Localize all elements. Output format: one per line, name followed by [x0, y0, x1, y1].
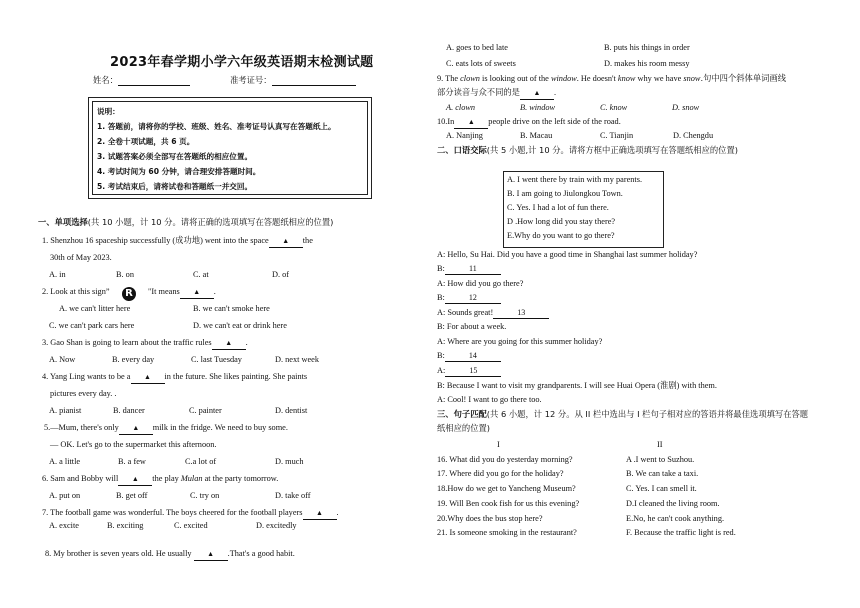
q4-stem [42, 371, 307, 384]
q1-stem-line2: 30th of May 2023. [50, 253, 112, 262]
q6-text-mid: the play [152, 474, 179, 483]
dialog-line [437, 292, 501, 304]
instruction-item: 5. 考试结束后，请将试卷和答题纸一并交回。 [97, 182, 253, 191]
q10-answer-blank[interactable] [454, 116, 488, 129]
section2-heading-bold: 二、口语交际 [437, 145, 487, 155]
q6-option: A. put on [49, 491, 81, 500]
dialog-line: A: How did you go there? [437, 279, 524, 288]
q2-text-end: . [213, 287, 216, 296]
section2-heading-rest: (共 5 小题,计 10 分。请将方框中正确选项填写在答题纸相应的位置) [486, 145, 739, 155]
q3-option: A. Now [49, 355, 76, 364]
q5-stem [44, 422, 288, 435]
dialog-line [437, 263, 501, 275]
q2-stem [42, 286, 110, 297]
dialog-answer-blank-14[interactable]: 14 [445, 350, 501, 362]
q1-text: 1. Shenzhou 16 spaceship successfully (成功地) went into the space [42, 236, 269, 245]
q4-option: D. dentist [275, 406, 308, 415]
q10-stem [437, 116, 621, 129]
section1-heading [38, 217, 333, 228]
instructions-heading: 说明： [97, 107, 120, 116]
dialog-line: A: Hello, Su Hai. Did you have a good time in Shanghai last summer holiday? [437, 250, 698, 259]
q9-text-c: . He doesn't [576, 74, 616, 83]
dialog-line [437, 350, 501, 362]
q1-option: A. in [49, 270, 66, 279]
triangle-icon: ▲ [193, 288, 201, 296]
q7-stem [42, 507, 339, 520]
column-header-ii: II [657, 440, 663, 449]
q9-option-text: B. window [520, 103, 556, 112]
triangle-icon: ▲ [131, 475, 139, 483]
q9-text-b: is looking out of the [482, 74, 549, 83]
triangle-icon: ▲ [282, 237, 290, 245]
triangle-icon: ▲ [316, 509, 323, 517]
q6-option: D. take off [275, 491, 311, 500]
name-label-text: 姓名： [93, 75, 118, 85]
q10-text-end: people drive on the left side of the road. [488, 117, 621, 126]
exam-title: 2023年春学期小学六年级英语期末检测试题 [110, 55, 374, 70]
registered-sign-icon [122, 283, 136, 301]
q5-option: A. a little [49, 457, 81, 466]
q2-option: A. we can't litter here [59, 304, 131, 313]
q6-stem [42, 473, 278, 486]
q9-option [600, 102, 627, 113]
dialog-answer-blank-12[interactable]: 12 [445, 292, 501, 304]
q9-answer-blank[interactable] [520, 87, 554, 100]
triangle-icon: ▲ [207, 550, 215, 558]
q10-option: D. Chengdu [673, 131, 714, 140]
dialog-option: B. I am going to Jiulongkou Town. [507, 189, 623, 198]
registered-sign-letter: R [122, 287, 136, 301]
match-question: 18.How do we get to Yancheng Museum? [437, 484, 576, 493]
q8-text: 8. My brother is seven years old. He usually [45, 549, 192, 558]
dialog-line [437, 307, 549, 319]
match-question: 20.Why does the bus stop here? [437, 514, 543, 523]
match-answer: E.No, he can't cook anything. [626, 514, 725, 523]
match-question: 21. Is someone smoking in the restaurant? [437, 528, 577, 537]
match-answer: C. Yes. I can smell it. [626, 484, 697, 493]
dialog-speaker: B: [437, 351, 445, 360]
section1-heading-rest: (共 10 小题，计 10 分。请将正确的选项填写在答题纸相应的位置) [87, 217, 334, 227]
match-answer: D.I cleaned the living room. [626, 499, 720, 508]
q7-answer-blank[interactable] [303, 507, 337, 520]
q2-stem-end [148, 286, 216, 299]
q3-text: 3. Gao Shan is going to learn about the traffic rules [42, 338, 212, 347]
q10-option: A. Nanjing [446, 131, 483, 140]
dialog-line [437, 365, 501, 377]
q1-answer-blank[interactable] [269, 235, 303, 248]
q6-text-end: at the party tomorrow. [204, 474, 279, 483]
section3-heading [437, 409, 808, 420]
dialog-line: A: Cool! I want to go there too. [437, 395, 542, 404]
q8-option: D. makes his room messy [604, 59, 690, 68]
q3-answer-blank[interactable] [212, 337, 246, 350]
dialog-option: A. I went there by train with my parents. [507, 175, 643, 184]
q3-option: D. next week [275, 355, 320, 364]
q9-word-know: know [617, 74, 636, 83]
q1-stem [42, 235, 313, 248]
triangle-icon: ▲ [225, 339, 233, 347]
q8-option: C. eats lots of sweets [446, 59, 516, 68]
section3-heading-rest: (共 6 小题，计 12 分。从 II 栏中选出与 I 栏句子相对应的答语并将最佳选项填写在答题 [486, 409, 809, 419]
q10-option: B. Macau [520, 131, 553, 140]
q5-text: 5.—Mum, there's only [44, 423, 119, 432]
q7-text: 7. The football game was wonderful. The boys cheered for the football players [42, 508, 303, 517]
instruction-item: 1. 答题前，请将你的学校、班级、姓名、准考证号认真写在答题纸上。 [97, 122, 336, 131]
instructions-box [88, 97, 372, 199]
q4-option: B. dancer [113, 406, 145, 415]
q6-option: B. get off [116, 491, 148, 500]
q3-option: B. every day [112, 355, 155, 364]
q4-stem-line2: pictures every day. . [50, 389, 117, 398]
q1-text-end: the [302, 236, 313, 245]
q4-option: A. pianist [49, 406, 82, 415]
dialog-speaker: B: [437, 293, 445, 302]
q5-option: C.a lot of [185, 457, 217, 466]
name-label [93, 75, 190, 86]
q5-answer-blank[interactable] [119, 422, 153, 435]
q2-text: 2. Look at this sign” [42, 287, 110, 296]
q9-option-text: C. know [600, 103, 628, 112]
q7-option: B. exciting [107, 521, 144, 530]
q6-play-title: Mulan [180, 474, 203, 483]
dialog-answer-blank-11[interactable]: 11 [445, 263, 501, 275]
q5-option: D. much [275, 457, 304, 466]
q2-answer-blank[interactable] [180, 286, 214, 299]
instruction-item: 2. 全卷十项试题，共 6 页。 [97, 137, 195, 146]
q10-text: 10.In [437, 117, 455, 126]
q5-stem-line2: — OK. Let's go to the supermarket this afternoon. [50, 440, 217, 449]
match-answer: B. We can take a taxi. [626, 469, 699, 478]
q6-text: 6. Sam and Bobby will [42, 474, 119, 483]
section2-heading [437, 145, 738, 156]
triangle-icon: ▲ [132, 424, 140, 432]
q9-option [672, 102, 699, 113]
ticket-label-text: 准考证号： [230, 75, 272, 85]
q9-text: 9. The [437, 74, 459, 83]
q9-text-e: .句中四个斜体单词画线 [700, 73, 787, 83]
q9-option-text: D. snow [672, 103, 700, 112]
triangle-icon: ▲ [467, 118, 475, 126]
q7-option: A. excite [49, 521, 79, 530]
q9-word-clown: clown [460, 74, 480, 83]
name-blank[interactable] [118, 76, 190, 86]
match-question: 17. Where did you go for the holiday? [437, 469, 564, 478]
match-question: 19. Will Ben cook fish for us this evening? [437, 499, 580, 508]
q6-option: C. try on [190, 491, 220, 500]
q9-line2-text: 部分读音与众不同的是 [437, 87, 520, 97]
dialog-speaker: A: [437, 366, 446, 375]
q8-stem [45, 548, 295, 561]
q2-text-mid: "It means [148, 287, 180, 296]
q3-option: C. last Tuesday [191, 355, 242, 364]
q1-option: C. at [193, 270, 209, 279]
ticket-blank[interactable] [272, 76, 356, 86]
dialog-speaker: B: [437, 264, 445, 273]
match-question: 16. What did you do yesterday morning? [437, 455, 573, 464]
q1-option: B. on [116, 270, 134, 279]
q4-option: C. painter [189, 406, 222, 415]
q8-option: B. puts his things in order [604, 43, 690, 52]
instruction-item: 3. 试题答案必须全部写在答题纸的相应位置。 [97, 152, 253, 161]
q5-option: B. a few [118, 457, 146, 466]
dialog-answer-blank-13[interactable]: 13 [493, 307, 549, 319]
dialog-option: C. Yes. I had a lot of fun there. [507, 203, 609, 212]
dialog-option: D .How long did you stay there? [507, 217, 616, 226]
q4-text: 4. Yang Ling wants to be a [42, 372, 131, 381]
q9-stem [437, 73, 786, 84]
q9-text-d: why we have [637, 74, 682, 83]
ticket-label [230, 75, 356, 86]
q9-option-text: A. clown [446, 103, 476, 112]
dialog-line: B: Because I want to visit my grandparents. I will see Huai Opera (淮剧) with them. [437, 381, 717, 390]
match-answer: F. Because the traffic light is red. [626, 528, 736, 537]
q9-stem-line2: 部分读音与众不同的是 ▲ . [437, 87, 556, 100]
q5-text-end: milk in the fridge. We need to buy some. [152, 423, 288, 432]
dialog-option: E.Why do you want to go there? [507, 231, 615, 240]
section3-heading-bold: 三、句子匹配 [437, 409, 487, 419]
q10-option: C. Tianjin [600, 131, 634, 140]
q8-text-end: .That's a good habit. [227, 549, 295, 558]
q3-text-end: . [245, 338, 248, 347]
q9-option [520, 102, 555, 113]
q2-option: B. we can't smoke here [193, 304, 270, 313]
q2-option: D. we can't eat or drink here [193, 321, 287, 330]
match-answer: A .I went to Suzhou. [626, 455, 695, 464]
section3-heading-line2: 纸相应的位置) [437, 423, 491, 433]
dialog-line: A: Where are you going for this summer holiday? [437, 337, 603, 346]
dialog-speaker: A: Sounds great! [437, 308, 494, 317]
q4-answer-blank[interactable] [131, 371, 165, 384]
q6-answer-blank[interactable] [118, 473, 152, 486]
dialog-answer-blank-15[interactable]: 15 [445, 365, 501, 377]
triangle-icon: ▲ [144, 373, 151, 381]
q7-text-end: . [336, 508, 339, 517]
q3-stem [42, 337, 248, 350]
q1-option: D. of [272, 270, 290, 279]
q8-option: A. goes to bed late [446, 43, 508, 52]
instruction-item: 4. 考试时间为 60 分钟，请合理安排答题时间。 [97, 167, 261, 176]
q9-option [446, 102, 475, 113]
q9-word-snow: snow [683, 74, 701, 83]
q2-option: C. we can't park cars here [49, 321, 135, 330]
triangle-icon: ▲ [533, 89, 541, 97]
dialog-options-box [503, 171, 664, 248]
dialog-line: B: For about a week. [437, 322, 507, 331]
q4-text-end: in the future. She likes painting. She paints [164, 372, 308, 381]
q7-option: D. excitedly [256, 521, 297, 530]
section1-heading-bold: 一、单项选择 [38, 217, 88, 227]
q9-word-window: window [550, 74, 577, 83]
column-header-i: I [497, 440, 500, 449]
q7-option: C. excited [174, 521, 208, 530]
q8-answer-blank[interactable] [194, 548, 228, 561]
